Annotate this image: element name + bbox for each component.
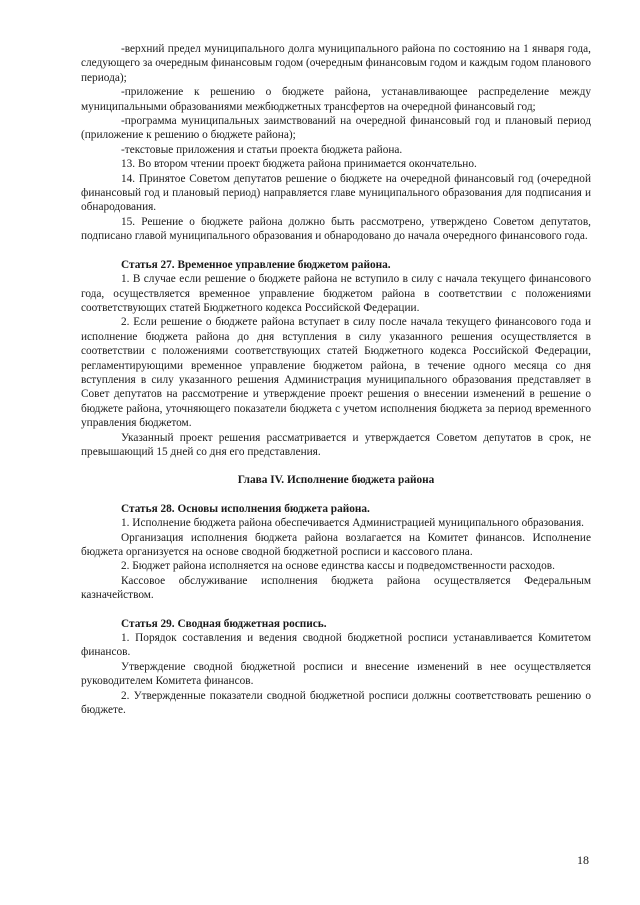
article-28-section bbox=[81, 502, 591, 603]
paragraph: -верхний предел муниципального долга муниципального района по состоянию на 1 января года, следующего за очередным финансовым годом (очередным финансовым годом и каждым годом планового периода); bbox=[81, 43, 591, 84]
paragraph: 13. Во втором чтении проект бюджета района принимается окончательно. bbox=[121, 158, 477, 171]
paragraph: 15. Решение о бюджете района должно быть рассмотрено, утверждено Советом депутатов, подписано главой муниципального образования и обнародовано до начала очередного финансового года. bbox=[81, 215, 591, 243]
document-page bbox=[81, 42, 591, 717]
paragraph: Кассовое обслуживание исполнения бюджета района осуществляется Федеральным казначейством. bbox=[81, 574, 591, 602]
article-29-section bbox=[81, 617, 591, 718]
paragraph: Указанный проект решения рассматривается и утверждается Советом депутатов в срок, не превышающий 15 дней со дня его представления. bbox=[81, 431, 591, 458]
paragraph: -текстовые приложения и статьи проекта бюджета района. bbox=[121, 143, 403, 156]
chapter-4-heading: Глава IV. Исполнение бюджета района bbox=[237, 474, 435, 487]
paragraph: 1. Порядок составления и ведения сводной бюджетной росписи устанавливается Комитетом финансов. bbox=[81, 632, 591, 659]
article-27-section bbox=[81, 258, 591, 460]
paragraph: 1. Исполнение бюджета района обеспечивается Администрацией муниципального образования. bbox=[121, 517, 584, 530]
intro-section bbox=[81, 42, 591, 244]
paragraph: 2. Утвержденные показатели сводной бюджетной росписи должны соответствовать решению о бюджете. bbox=[81, 689, 591, 717]
paragraph: -приложение к решению о бюджете района, устанавливающее распределение между муниципальными образованиями межбюджетных трансфертов на очередной финансовый год; bbox=[81, 86, 591, 113]
paragraph: Организация исполнения бюджета района возлагается на Комитет финансов. Исполнение бюджета организуется на основе сводной бюджетной росписи и кассового плана. bbox=[81, 531, 591, 558]
paragraph: 2. Бюджет района исполняется на основе единства кассы и подведомственности расходов. bbox=[121, 560, 555, 573]
article-27-heading: Статья 27. Временное управление бюджетом района. bbox=[121, 258, 391, 271]
article-28-heading: Статья 28. Основы исполнения бюджета района. bbox=[121, 502, 370, 515]
paragraph: Утверждение сводной бюджетной росписи и внесение изменений в нее осуществляется руководителем Комитета финансов. bbox=[81, 660, 591, 688]
paragraph: 1. В случае если решение о бюджете района не вступило в силу с начала текущего финансового года, осуществляется временное управление бюджетом района в соответствии с положениями соответствующих статей Бюджетного кодекса Российской Федерации. bbox=[81, 273, 591, 314]
paragraph: 2. Если решение о бюджете района вступает в силу после начала текущего финансового года и исполнение бюджета района до дня вступления в силу указанного решения осуществляется в соответствии с положениями соответствующих статей Бюджетного кодекса Российской Федерации, регламентирующими временное управление бюджетом района, в течение одного месяца со дня вступления в силу указанного решения Администрация муниципального образования представляет в Совет депутатов на рассмотрение и утверждение проект решения о внесении изменений в решение о бюджете района, уточняющего показатели бюджета с учетом исполнения бюджета за период временного управления бюджетом. bbox=[81, 316, 591, 430]
paragraph: -программа муниципальных заимствований на очередной финансовый год и плановый период (приложение к решению о бюджете района); bbox=[81, 115, 591, 142]
page-number: 18 bbox=[577, 853, 589, 867]
paragraph: 14. Принятое Советом депутатов решение о бюджете на очередной финансовый год (очередной финансовый год и плановый период) направляется главе муниципального образования для подписания и обнародования. bbox=[81, 172, 591, 214]
article-29-heading: Статья 29. Сводная бюджетная роспись. bbox=[121, 617, 327, 630]
